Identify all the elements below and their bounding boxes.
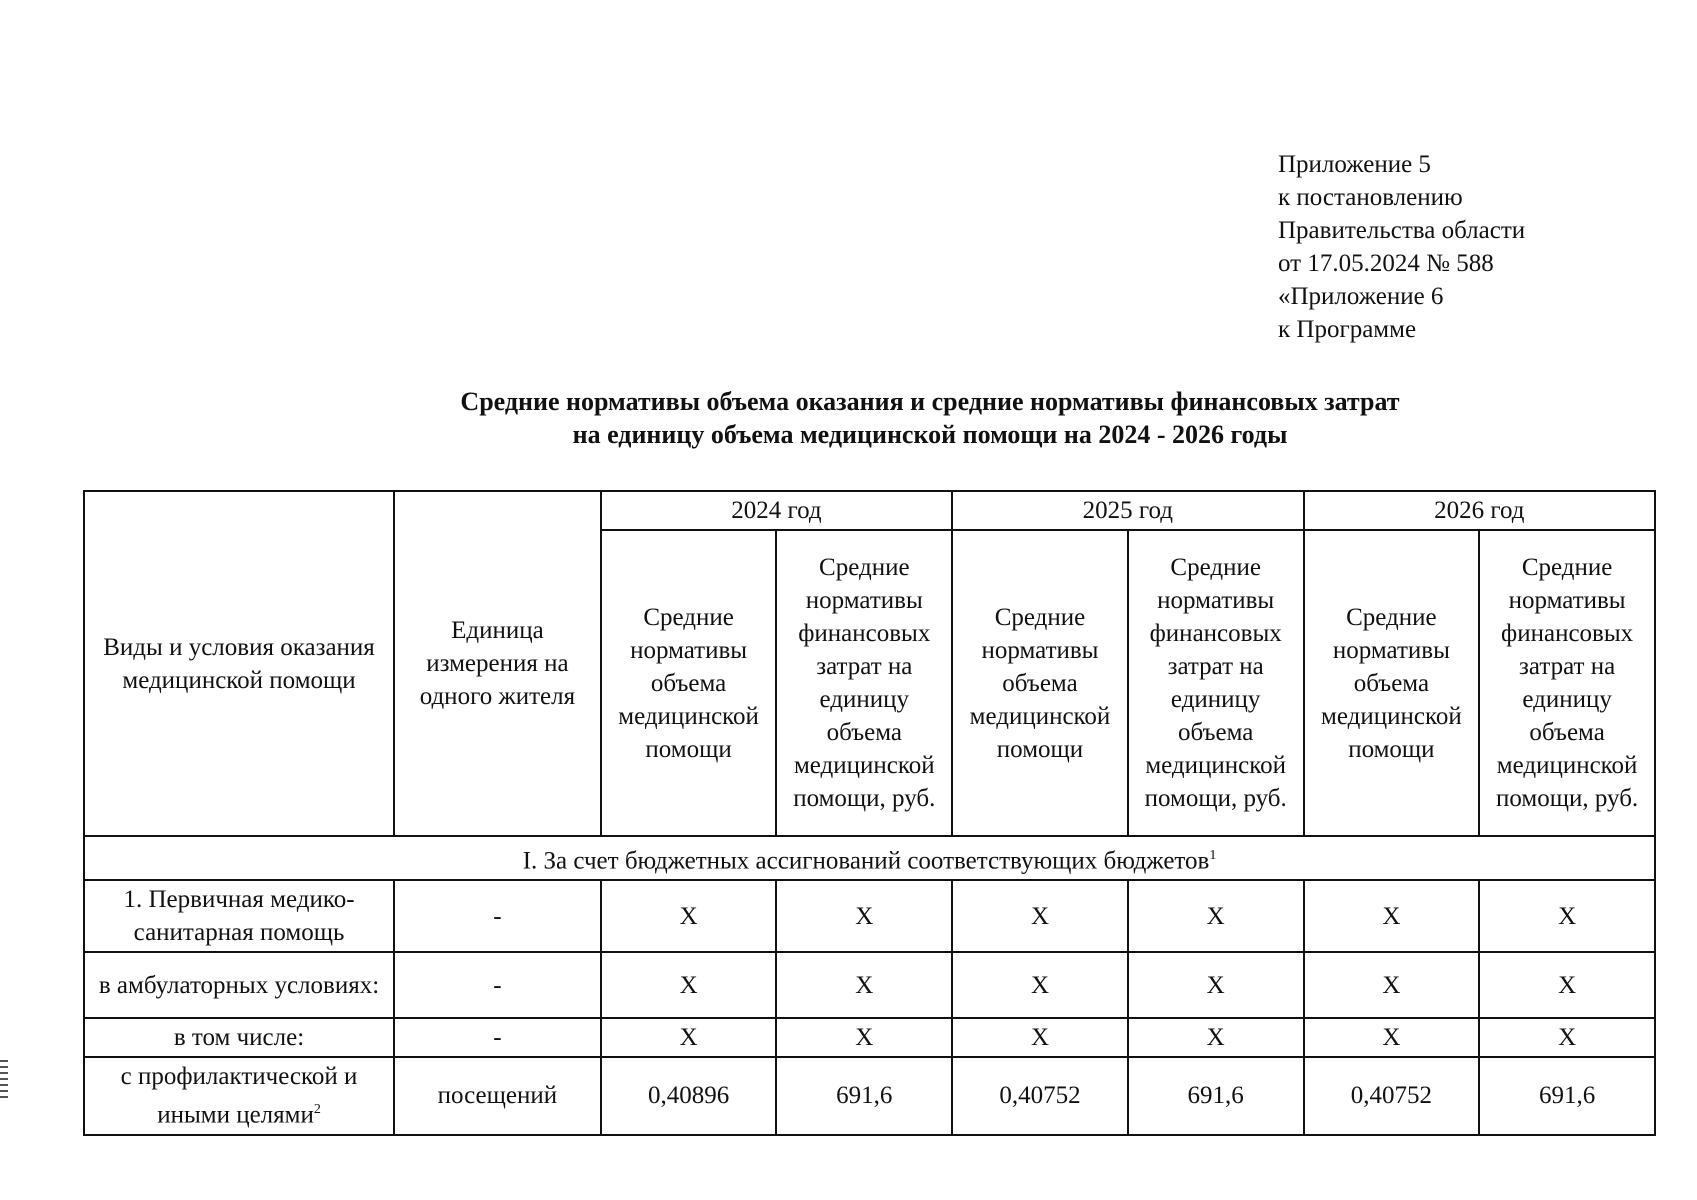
- header-year-2024: 2024 год: [601, 491, 952, 530]
- row-kind: 1. Первичная медико-санитарная помощь: [84, 880, 394, 952]
- cell-volume-2025: Х: [952, 880, 1128, 952]
- cell-volume-2025: Х: [952, 952, 1128, 1018]
- cell-cost-2024: Х: [776, 1018, 952, 1057]
- row-unit: посещений: [394, 1057, 601, 1134]
- cell-cost-2026: Х: [1479, 1018, 1655, 1057]
- row-unit: -: [394, 1018, 601, 1057]
- appendix-line: от 17.05.2024 № 588: [1278, 250, 1494, 277]
- header-volume-2025: Средние нормативы объема медицинской помощи: [952, 530, 1128, 836]
- row-unit: -: [394, 952, 601, 1018]
- row-kind: в амбулаторных условиях:: [84, 952, 394, 1018]
- header-cost-2026: Средние нормативы финансовых затрат на единицу объема медицинской помощи, руб.: [1479, 530, 1655, 836]
- footnote-mark: 2: [313, 1102, 321, 1118]
- cell-volume-2026: Х: [1304, 1018, 1480, 1057]
- appendix-line: Правительства области: [1278, 217, 1526, 244]
- scan-edge-marks: [0, 1060, 8, 1100]
- row-kind: в том числе:: [84, 1018, 394, 1057]
- header-cost-2025: Средние нормативы финансовых затрат на единицу объема медицинской помощи, руб.: [1128, 530, 1304, 836]
- table-row: [84, 1057, 1655, 1134]
- row-kind-cell: [84, 1057, 394, 1134]
- appendix-note: [1278, 148, 1525, 346]
- norms-table: [83, 490, 1656, 1136]
- cell-volume-2024: Х: [601, 1018, 777, 1057]
- appendix-line: к Программе: [1278, 316, 1417, 343]
- header-year-2026: 2026 год: [1304, 491, 1655, 530]
- header-kind: Виды и условия оказания медицинской помощи: [84, 491, 394, 836]
- cell-volume-2025: 0,40752: [952, 1057, 1128, 1134]
- cell-volume-2025: Х: [952, 1018, 1128, 1057]
- section-title: I. За счет бюджетных ассигнований соответствующих бюджетов: [522, 847, 1210, 875]
- document-title-line: Средние нормативы объема оказания и средние нормативы финансовых затрат: [460, 387, 1400, 416]
- cell-volume-2024: 0,40896: [601, 1057, 777, 1134]
- header-cost-2024: Средние нормативы финансовых затрат на единицу объема медицинской помощи, руб.: [776, 530, 952, 836]
- footnote-mark: 1: [1209, 848, 1217, 863]
- cell-cost-2026: 691,6: [1479, 1057, 1655, 1134]
- cell-volume-2026: Х: [1304, 952, 1480, 1018]
- header-unit: Единица измерения на одного жителя: [394, 491, 601, 836]
- cell-cost-2026: Х: [1479, 952, 1655, 1018]
- table-row: [84, 880, 1655, 952]
- cell-volume-2026: Х: [1304, 880, 1480, 952]
- row-unit: -: [394, 880, 601, 952]
- header-year-2025: 2025 год: [952, 491, 1303, 530]
- document-title: [380, 385, 1480, 451]
- header-volume-2024: Средние нормативы объема медицинской помощи: [601, 530, 777, 836]
- table-row: [84, 952, 1655, 1018]
- cell-cost-2025: Х: [1128, 1018, 1304, 1057]
- cell-cost-2024: Х: [776, 952, 952, 1018]
- cell-volume-2026: 0,40752: [1304, 1057, 1480, 1134]
- section-row: [84, 836, 1655, 880]
- cell-cost-2026: Х: [1479, 880, 1655, 952]
- cell-cost-2025: Х: [1128, 952, 1304, 1018]
- cell-cost-2025: Х: [1128, 880, 1304, 952]
- cell-volume-2024: Х: [601, 952, 777, 1018]
- cell-volume-2024: Х: [601, 880, 777, 952]
- document-title-line: на единицу объема медицинской помощи на 2024 - 2026 годы: [572, 420, 1288, 449]
- header-volume-2026: Средние нормативы объема медицинской помощи: [1304, 530, 1480, 836]
- row-kind: с профилактической и иными целями: [120, 1063, 358, 1129]
- cell-cost-2024: 691,6: [776, 1057, 952, 1134]
- table-row: [84, 1018, 1655, 1057]
- cell-cost-2024: Х: [776, 880, 952, 952]
- appendix-line: «Приложение 6: [1278, 283, 1444, 310]
- appendix-line: к постановлению: [1278, 184, 1463, 211]
- appendix-line: Приложение 5: [1278, 151, 1431, 178]
- cell-cost-2025: 691,6: [1128, 1057, 1304, 1134]
